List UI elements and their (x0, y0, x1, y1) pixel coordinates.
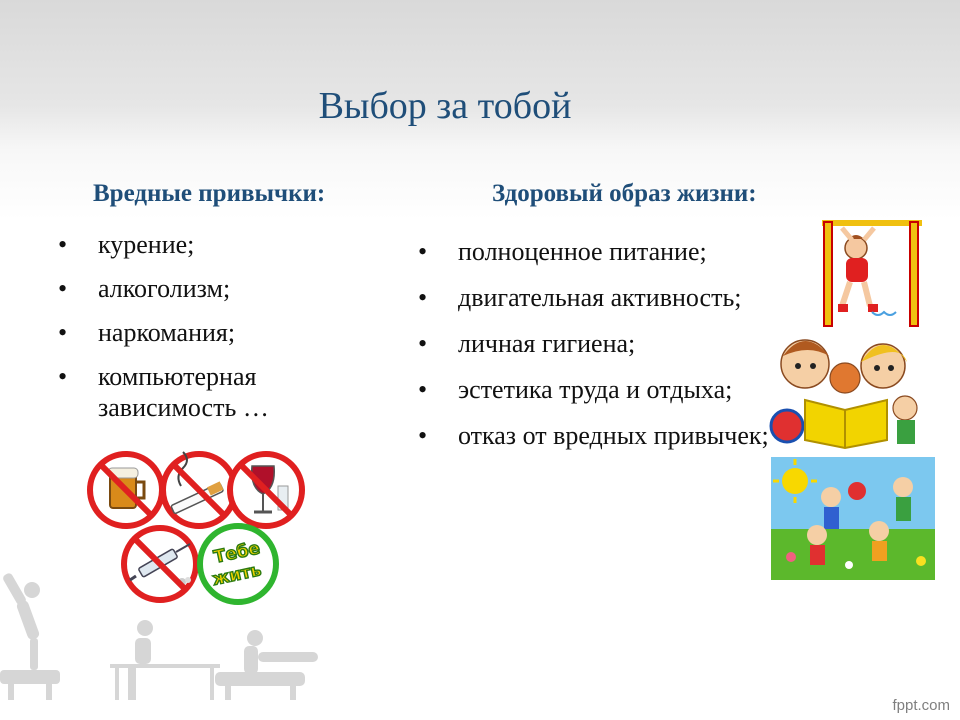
beer-prohibited-icon (90, 454, 162, 526)
bad-habits-list (58, 229, 348, 436)
children-reading-illustration (765, 322, 923, 450)
list-item: • личная гигиена; (418, 328, 798, 359)
healthy-lifestyle-heading: Здоровый образ жизни: (492, 180, 757, 207)
list-item: • алкоголизм; (58, 273, 348, 304)
list-item: • отказ от вредных привычек; (418, 420, 798, 451)
list-item: • наркомания; (58, 317, 348, 348)
list-item: • компьютерная зависимость … (58, 361, 348, 423)
watermark: fppt.com (892, 697, 950, 714)
gymnast-on-bar-illustration (812, 208, 932, 330)
healthy-lifestyle-list (418, 236, 798, 466)
children-playing-illustration (771, 457, 935, 580)
badge-line-2: жить (210, 560, 264, 591)
bad-habits-heading: Вредные привычки: (93, 180, 326, 207)
wine-prohibited-icon (230, 454, 302, 526)
cigarette-prohibited-icon (163, 452, 235, 526)
list-item: • полноценное питание; (418, 236, 798, 267)
list-item: • курение; (58, 229, 348, 260)
prohibition-signs-illustration (86, 446, 306, 611)
slide-title: Выбор за тобой (318, 85, 572, 127)
syringe-prohibited-icon (124, 528, 196, 600)
list-item: • эстетика труда и отдыха; (418, 374, 798, 405)
badge-line-1: Тебе (212, 538, 262, 568)
list-item: • двигательная активность; (418, 282, 798, 313)
tebe-zhit-badge-icon (200, 526, 276, 602)
